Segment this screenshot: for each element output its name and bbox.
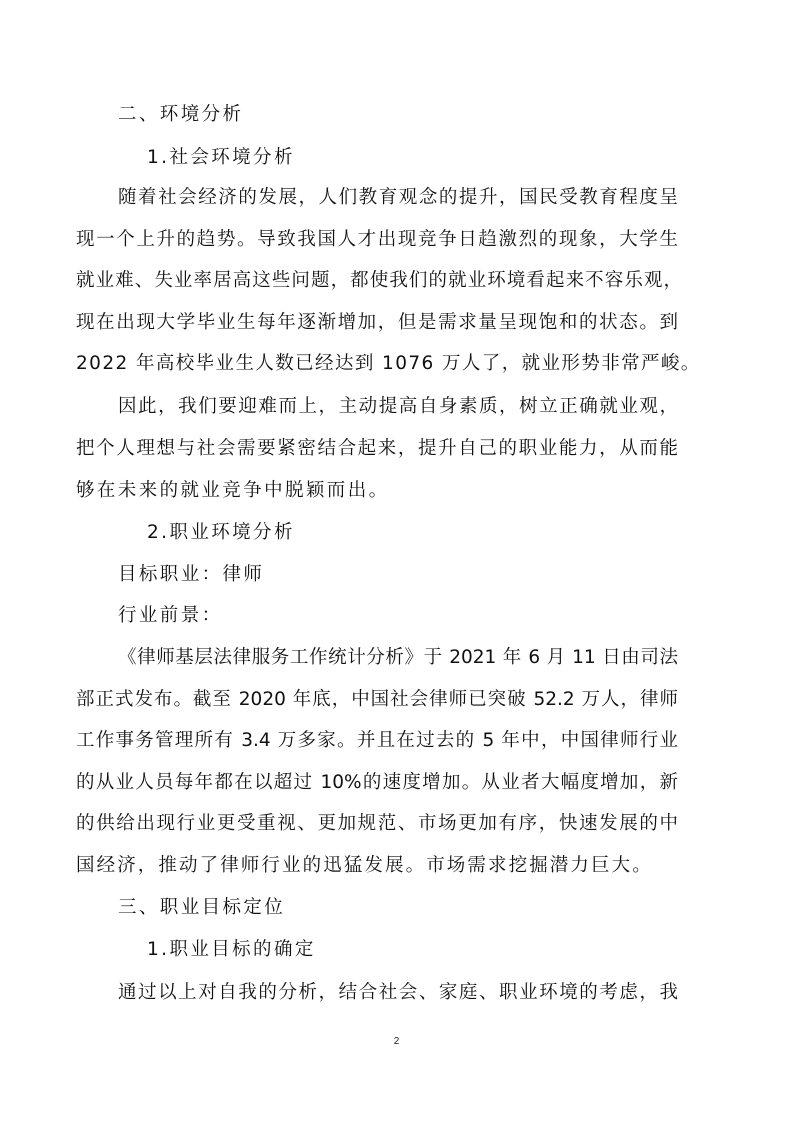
paragraph-line: 因此，我们要迎难而上，主动提高自身素质，树立正确就业观， [118,396,678,417]
paragraph-line: 够在未来的就业竞争中脱颖而出。 [76,480,390,501]
industry-outlook-label: 行业前景： [118,605,223,626]
target-career: 目标职业：律师 [118,564,265,585]
heading-environment-analysis: 二、环境分析 [118,104,244,125]
paragraph-line: 部正式发布。截至 2020 年底，中国社会律师已突破 52.2 万人，律师 [76,689,678,710]
paragraph-line: 《律师基层法律服务工作统计分析》于 2021 年 6 月 11 日由司法 [118,647,678,668]
paragraph-line: 就业难、失业率居高这些问题，都使我们的就业环境看起来不容乐观， [76,270,682,291]
paragraph-line: 2022 年高校毕业生人数已经达到 1076 万人了，就业形势非常严峻。 [76,353,701,374]
paragraph-line: 的供给出现行业更受重视、更加规范、市场更加有序，快速发展的中 [76,813,678,834]
heading-career-target: 三、职业目标定位 [118,897,286,918]
paragraph-line: 国经济，推动了律师行业的迅猛发展。市场需求挖掘潜力巨大。 [76,855,653,876]
paragraph-line: 随着社会经济的发展，人们教育观念的提升，国民受教育程度呈 [118,187,678,208]
paragraph-line: 现一个上升的趋势。导致我国人才出现竞争日趋激烈的现象，大学生 [76,229,678,250]
paragraph-line: 工作事务管理所有 3.4 万多家。并且在过去的 5 年中，中国律师行业 [76,730,678,751]
subheading-target-determination: 1.职业目标的确定 [147,939,316,960]
paragraph-line: 现在出现大学毕业生每年逐渐增加，但是需求量呈现饱和的状态。到 [76,312,678,333]
paragraph-line: 的从业人员每年都在以超过 10%的速度增加。从业者大幅度增加，新 [76,772,678,793]
subheading-career-environment: 2.职业环境分析 [147,522,295,543]
page-number: 2 [393,1036,400,1047]
subheading-social-environment: 1.社会环境分析 [147,147,295,168]
paragraph-line: 把个人理想与社会需要紧密结合起来，提升自己的职业能力，从而能 [76,438,678,459]
paragraph-line: 通过以上对自我的分析，结合社会、家庭、职业环境的考虑，我 [118,982,678,1003]
